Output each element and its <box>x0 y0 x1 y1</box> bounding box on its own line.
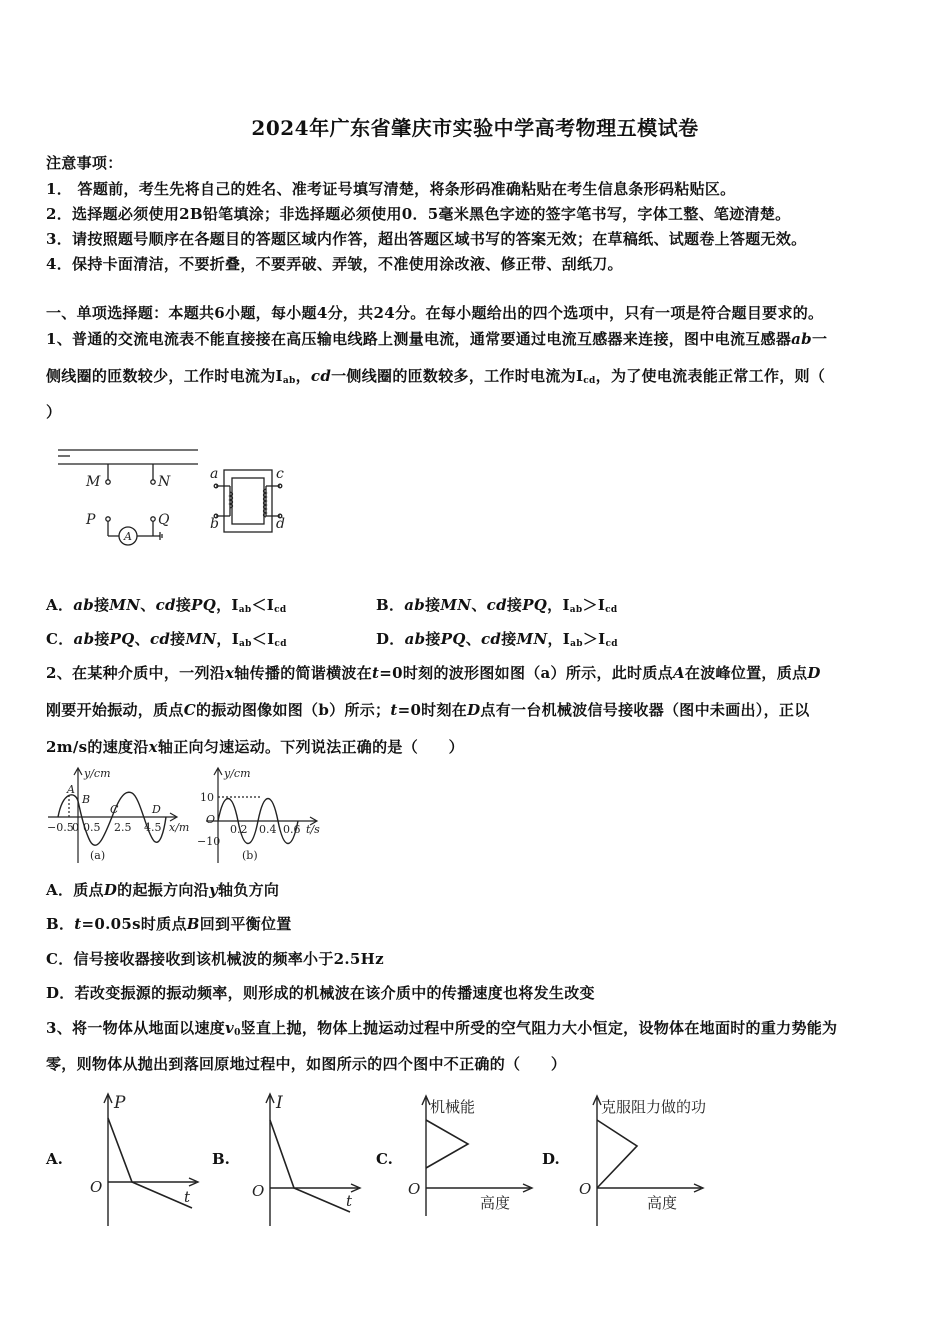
q2-option-b: B．t=0.05s时质点B回到平衡位置 <box>46 915 292 933</box>
point-d: D <box>152 803 161 816</box>
terminal-n <box>151 480 155 484</box>
graph-b-ylabel: y/cm <box>224 767 251 780</box>
graph-b-curve <box>270 1120 350 1212</box>
q3-graph-b-current <box>250 1090 370 1230</box>
graph-a-xlabel: x/m <box>169 821 190 834</box>
q1-option-a: A．ab接MN、cd接PQ，$I_{ab}<I_{cd}$ <box>46 596 287 615</box>
graph-d-ylabel: 克服阻力做的功 <box>601 1098 707 1116</box>
tick-06: 0.6 <box>283 823 301 836</box>
waveform-a <box>58 792 166 845</box>
q3-option-c-label: C. <box>376 1150 393 1168</box>
q3-graph-c-mechanical-energy <box>404 1092 544 1222</box>
q2-vibration-graph-b <box>196 765 331 865</box>
notice-item-4: 4．保持卡面清洁，不要折叠，不要弄破、弄皱，不准使用涂改液、修正带、刮纸刀。 <box>46 255 623 273</box>
point-c: C <box>110 803 119 816</box>
tick-25: 2.5 <box>114 821 132 834</box>
graph-c-ylabel: 机械能 <box>430 1098 476 1116</box>
graph-a-ylabel: P <box>114 1093 126 1113</box>
label-q: Q <box>158 512 170 528</box>
q3-graph-d-work-against-resistance <box>575 1092 755 1232</box>
graph-a-ylabel: y/cm <box>84 767 111 780</box>
graph-a-xlabel: t <box>184 1188 191 1206</box>
notice-item-3: 3．请按照题号顺序在各题目的答题区域内作答，超出答题区域书写的答案无效；在草稿纸、试题卷上答题无效。 <box>46 230 807 248</box>
terminal-p <box>106 517 110 521</box>
q2-wave-graph-a <box>46 765 196 865</box>
q3-option-a-label: A. <box>46 1150 63 1168</box>
graph-b-xlabel: t <box>346 1192 353 1210</box>
q1-line-3: ） <box>46 403 62 421</box>
q3-line-1: 3、将一物体从地面以速度$v_0$竖直上抛，物体上抛运动过程中所受的空气阻力大小恒定，设物体在地面时的重力势能为 <box>46 1019 838 1038</box>
label-n: N <box>158 474 171 490</box>
notice-heading: 注意事项： <box>46 154 123 172</box>
tick-ym10: −10 <box>197 835 221 848</box>
label-m: M <box>86 474 101 490</box>
notice-item-2: 2．选择题必须使用2B铅笔填涂；非选择题必须使用0．5毫米黑色字迹的签字笔书写，字体工整、笔迹清楚。 <box>46 205 791 223</box>
q3-option-b-label: B. <box>212 1150 230 1168</box>
q2-option-c: C．信号接收器接收到该机械波的频率小于2.5Hz <box>46 950 384 968</box>
graph-d-curve <box>597 1120 637 1188</box>
origin-b: O <box>206 813 216 826</box>
q2-line-1: 2、在某种介质中，一列沿x轴传播的简谐横波在t=0时刻的波形图如图（a）所示，此时质点A在波峰位置，质点D <box>46 664 821 682</box>
point-a: A <box>67 783 75 796</box>
q1-line-1: 1、普通的交流电流表不能直接接在高压输电线路上测量电流，通常要通过电流互感器来连接，图中电流互感器ab一 <box>46 330 828 348</box>
q1-line-2: 侧线圈的匝数较少，工作时电流为$I_{ab}$，cd一侧线圈的匝数较多，工作时电流为$I_{cd}$，为了使电流表能正常工作，则（ <box>46 367 826 386</box>
q1-option-c: C．ab接PQ、cd接MN，$I_{ab}<I_{cd}$ <box>46 630 287 649</box>
section-heading: 一、单项选择题：本题共6小题，每小题4分，共24分。在每小题给出的四个选项中，只有一项是符合题目要求的。 <box>46 304 824 322</box>
label-a: a <box>210 466 219 482</box>
terminal-q <box>151 517 155 521</box>
caption-b: (b) <box>242 849 258 862</box>
tick-y10: 10 <box>200 791 214 804</box>
graph-b-ylabel: I <box>276 1093 283 1113</box>
ammeter-label: A <box>124 530 132 543</box>
tick-0: 0 <box>72 821 79 834</box>
graph-d-origin: O <box>579 1180 592 1198</box>
tick-45: 4.5 <box>144 821 162 834</box>
terminal-m <box>106 480 110 484</box>
tick-04: 0.4 <box>259 823 277 836</box>
q3-line-2: 零，则物体从抛出到落回原地过程中，如图所示的四个图中不正确的（ ） <box>46 1055 567 1073</box>
graph-c-origin: O <box>408 1180 421 1198</box>
q3-option-d-label: D. <box>542 1150 560 1168</box>
notice-item-1: 1． 答题前，考生先将自己的姓名、准考证号填写清楚，将条形码准确粘贴在考生信息条形码粘贴区。 <box>46 180 736 198</box>
tick-02: 0.2 <box>230 823 248 836</box>
label-c: c <box>276 466 284 482</box>
q2-option-d: D．若改变振源的振动频率，则形成的机械波在该介质中的传播速度也将发生改变 <box>46 984 595 1002</box>
label-b: b <box>210 516 219 532</box>
q1-option-d: D．ab接PQ、cd接MN，$I_{ab}>I_{cd}$ <box>376 630 618 649</box>
graph-a-origin: O <box>90 1178 103 1196</box>
caption-a: (a) <box>90 849 106 862</box>
graph-b-origin: O <box>252 1182 265 1200</box>
graph-a-curve <box>108 1118 192 1208</box>
q2-line-3: 2m/s的速度沿x轴正向匀速运动。下列说法正确的是（ ） <box>46 738 464 756</box>
paper-title: 2024年广东省肇庆市实验中学高考物理五模试卷 <box>251 116 699 140</box>
tick-neg05: −0.5 <box>47 821 74 834</box>
graph-c-curve <box>426 1120 468 1168</box>
graph-c-xlabel: 高度 <box>480 1194 511 1212</box>
q3-graph-a-power <box>88 1090 208 1230</box>
q2-option-a: A．质点D的起振方向沿y轴负方向 <box>46 881 280 899</box>
point-b: B <box>82 793 91 806</box>
q1-option-b: B．ab接MN、cd接PQ，$I_{ab}>I_{cd}$ <box>376 596 618 615</box>
graph-d-xlabel: 高度 <box>647 1194 678 1212</box>
label-p: P <box>86 512 96 528</box>
q2-line-2: 刚要开始振动，质点C的振动图像如图（b）所示；t=0时刻在D点有一台机械波信号接收器（图中未画出），正以 <box>46 701 810 719</box>
tick-05: 0.5 <box>83 821 101 834</box>
label-d: d <box>276 516 285 532</box>
transformer-core-inner <box>232 478 264 524</box>
q1-transformer-diagram <box>50 440 290 560</box>
graph-b-xlabel: t/s <box>306 823 320 836</box>
